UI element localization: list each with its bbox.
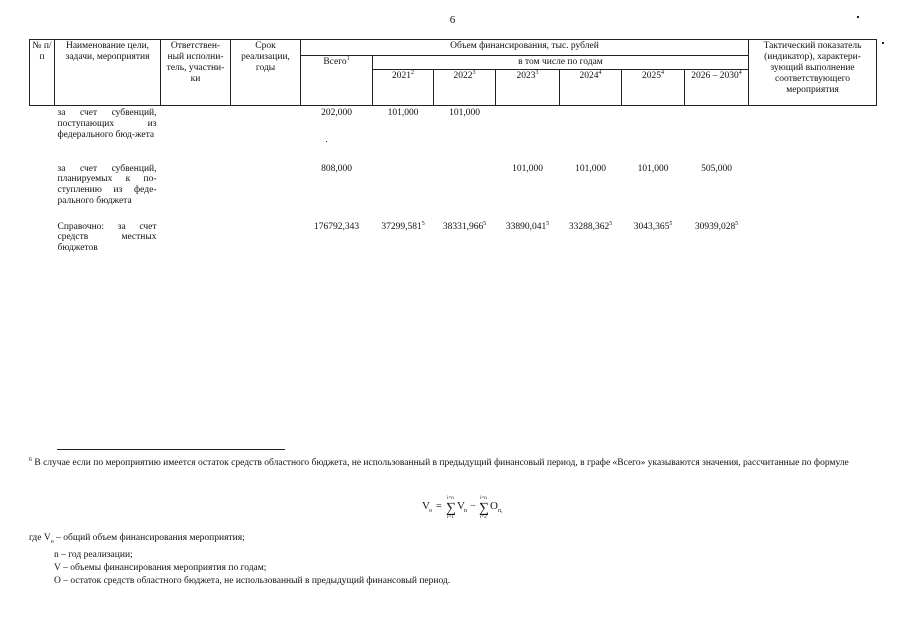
footnote-divider (57, 449, 285, 450)
svg-text:O: O (490, 500, 498, 512)
table-row (30, 222, 877, 262)
scan-speck (857, 16, 859, 18)
row-total: 808,000 (321, 163, 352, 174)
row-2023: 33890,041$^5$ (505, 220, 550, 232)
footnote-text: В случае если по мероприятию имеется остаток средств областного бюджета, не использованный в предыдущий финансовый период, в графе «Всего» указываются значения, рассчитанные по формуле (34, 458, 849, 468)
svg-text:∑: ∑ (446, 501, 456, 516)
header-year-2021: 2021$^2$ (373, 70, 434, 106)
svg-text:i=2: i=2 (480, 515, 487, 519)
svg-text:i=n: i=n (480, 496, 487, 501)
svg-text:=: = (436, 501, 442, 512)
header-indicator: Тактический показатель (индикатор), характери-зующий выполнение соответствующего мероприятия (749, 40, 877, 106)
header-year-2025: 2025$^4$ (622, 70, 685, 106)
row-2024 (560, 106, 622, 164)
financing-table (29, 39, 877, 262)
svg-text:V: V (422, 500, 430, 512)
row-2025 (622, 106, 685, 164)
table-row (30, 164, 877, 222)
svg-text:n: n (464, 508, 467, 514)
svg-text:−: − (470, 501, 476, 512)
header-year-2023: 2023$^3$ (496, 70, 560, 106)
header-by-years: в том числе по годам (373, 56, 749, 70)
header-name: Наименование цели, задачи, мероприятия (55, 40, 161, 106)
row-2025: 3043,365$^5$ (633, 220, 673, 232)
header-total: Всего$^1$ (301, 56, 373, 106)
row-2021: 37299,581$^5$ (381, 220, 425, 232)
svg-text:i=1: i=1 (447, 515, 454, 519)
footnote (29, 456, 879, 470)
header-period: Срок реализации, годы (231, 40, 301, 106)
header-year-2026-2030: 2026 – 2030$^4$ (685, 70, 749, 106)
legend-line: V – объемы финансирования мероприятия по годам; (54, 562, 267, 573)
row-name: за счет субвенций, поступающих из федерального бюд-жета (57, 108, 157, 140)
header-num: № п/п (30, 40, 55, 106)
row-2022: 38331,966$^5$ (442, 220, 487, 232)
formula (422, 495, 512, 522)
row-2023: 101,000 (512, 163, 543, 174)
legend-line: O – остаток средств областного бюджета, не использованный в предыдущий финансовый период. (54, 575, 451, 586)
page-number: 6 (449, 14, 456, 26)
row-2024: 33288,362$^5$ (568, 220, 613, 232)
row-total: 202,000 (321, 108, 352, 118)
row-name: за счет субвенций, планируемых к по-ступлению из феде-рального бюджета (57, 163, 157, 207)
scan-speck (326, 141, 327, 142)
legend-line: n – год реализации; (54, 549, 133, 560)
svg-text:∑: ∑ (479, 501, 489, 516)
row-2022 (434, 164, 496, 222)
scan-speck (882, 42, 884, 44)
row-2025: 101,000 (637, 163, 669, 174)
formula-legend (29, 532, 450, 588)
row-total: 176792,343 (313, 221, 360, 232)
header-year-2022: 2022$^3$ (434, 70, 496, 106)
legend-line: где $V_o$ – общий объем финансирования мероприятия; (29, 533, 245, 545)
row-2021: 101,000 (387, 108, 419, 118)
row-2026-2030: 30939,028$^5$ (694, 220, 739, 232)
row-2026-2030: 505,000 (701, 163, 732, 174)
header-year-2024: 2024$^4$ (560, 70, 622, 106)
row-name: Справочно: за счет средств местных бюджетов (57, 221, 157, 254)
svg-text:V: V (457, 500, 465, 512)
svg-text:n,: n, (498, 508, 503, 514)
row-2023 (496, 106, 560, 164)
row-2024: 101,000 (575, 163, 606, 174)
formula-graphic (422, 495, 512, 519)
row-2021 (373, 164, 434, 222)
header-funding: Объем финансирования, тыс. рублей (301, 40, 749, 56)
row-2022: 101,000 (449, 108, 480, 118)
header-responsible: Ответствен-ный исполни-тель, участни-ки (161, 40, 231, 106)
table-row (30, 106, 877, 164)
footnote-mark: 6 (29, 456, 32, 463)
row-2026-2030 (685, 106, 749, 164)
svg-text:o: o (429, 508, 432, 514)
svg-text:i=n: i=n (447, 496, 454, 501)
